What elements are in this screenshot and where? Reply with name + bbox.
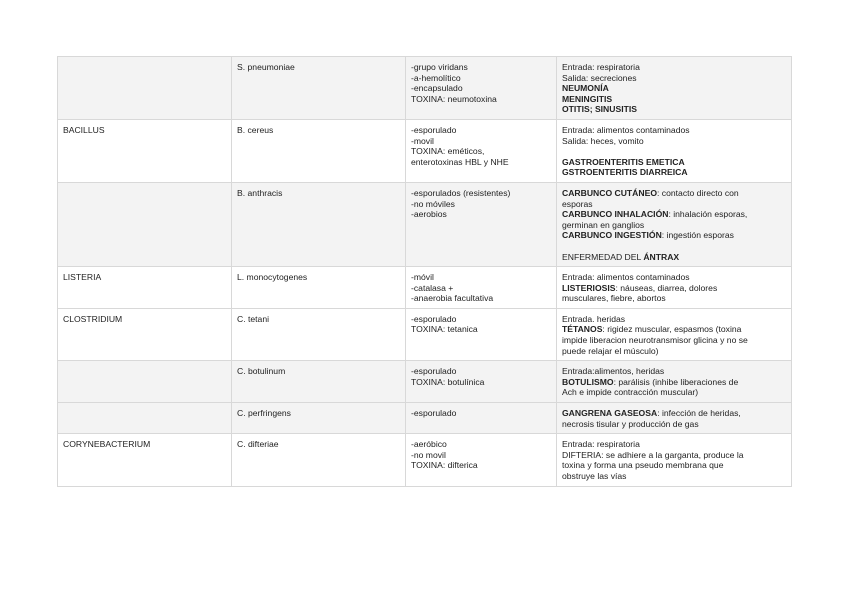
clinical-cell xyxy=(557,182,792,266)
clinical-line xyxy=(562,104,786,115)
disease-name: CARBUNCO INGESTIÓN xyxy=(562,230,662,241)
characteristic-line: -grupo viridans xyxy=(411,62,468,72)
clinical-line xyxy=(562,335,786,346)
clinical-line xyxy=(562,366,786,377)
clinical-text: : parálisis (inhibe liberaciones de xyxy=(613,376,739,387)
disease-name: MENINGITIS xyxy=(562,93,613,104)
disease-name: NEUMONÍA xyxy=(562,83,609,94)
table-row xyxy=(58,403,792,434)
table-row xyxy=(58,361,792,403)
genus-label: LISTERIA xyxy=(63,272,102,283)
characteristic-line: -catalasa + xyxy=(411,282,454,293)
disease-name: GSTROENTERITIS DIARREICA xyxy=(562,167,688,178)
clinical-line xyxy=(562,62,786,73)
characteristic-line: -movil xyxy=(411,135,434,146)
clinical-text: Entrada. heridas xyxy=(562,313,626,324)
clinical-line xyxy=(562,346,786,357)
bacteria-table xyxy=(57,56,792,487)
clinical-text: ENFERMEDAD DEL xyxy=(562,251,644,262)
clinical-line xyxy=(562,272,786,283)
clinical-line xyxy=(562,419,786,430)
clinical-line xyxy=(562,209,786,220)
clinical-line xyxy=(562,83,786,94)
table-row xyxy=(58,119,792,182)
disease-name: OTITIS; SINUSITIS xyxy=(562,104,637,115)
clinical-line xyxy=(562,460,786,471)
clinical-text: DIFTERIA: se adhiere a la garganta, produce la xyxy=(562,449,744,460)
clinical-text: Salida: heces, vomito xyxy=(562,135,644,146)
clinical-line xyxy=(562,450,786,461)
characteristics-cell xyxy=(406,267,557,309)
clinical-cell xyxy=(557,57,792,120)
clinical-line xyxy=(562,314,786,325)
species-label: C. difteriae xyxy=(237,439,279,450)
clinical-line xyxy=(562,73,786,84)
genus-cell xyxy=(58,308,232,360)
clinical-line xyxy=(562,241,786,252)
disease-name: GANGRENA GASEOSA xyxy=(562,408,658,419)
clinical-cell xyxy=(557,434,792,486)
clinical-text: toxina y forma una pseudo membrana que xyxy=(562,460,724,471)
characteristics-cell xyxy=(406,57,557,120)
clinical-text: : ingestión esporas xyxy=(661,230,734,241)
clinical-line xyxy=(562,471,786,482)
genus-label: BACILLUS xyxy=(63,124,105,135)
characteristic-line: -no movil xyxy=(411,449,446,460)
characteristic-line: -esporulados (resistentes) xyxy=(411,187,511,198)
clinical-line xyxy=(562,157,786,168)
characteristic-line: -aeróbico xyxy=(411,439,447,450)
characteristics-cell xyxy=(406,434,557,486)
clinical-cell xyxy=(557,403,792,434)
clinical-line xyxy=(562,136,786,147)
characteristic-line: TOXINA: difterica xyxy=(411,460,478,471)
clinical-cell xyxy=(557,361,792,403)
table-row xyxy=(58,308,792,360)
characteristic-line: -aerobios xyxy=(411,209,447,220)
clinical-text: necrosis tisular y producción de gas xyxy=(562,418,699,429)
table-row xyxy=(58,267,792,309)
characteristic-line: -móvil xyxy=(411,272,434,283)
genus-cell xyxy=(58,403,232,434)
disease-name: BOTULISMO xyxy=(562,376,614,387)
characteristics-cell xyxy=(406,308,557,360)
species-cell xyxy=(232,119,406,182)
characteristic-line: -esporulado xyxy=(411,124,457,135)
clinical-line xyxy=(562,324,786,335)
clinical-line xyxy=(562,146,786,157)
clinical-text: Entrada: alimentos contaminados xyxy=(562,124,690,135)
species-label: C. botulinum xyxy=(237,366,286,377)
clinical-text: esporas xyxy=(562,198,593,209)
species-cell xyxy=(232,57,406,120)
clinical-text: Salida: secreciones xyxy=(562,72,637,83)
species-cell xyxy=(232,267,406,309)
clinical-text: musculares, fiebre, abortos xyxy=(562,293,666,304)
clinical-text: Ach e impide contracción muscular) xyxy=(562,387,699,398)
characteristic-line: -esporulado xyxy=(411,408,457,419)
clinical-text: : náuseas, diarrea, dolores xyxy=(615,282,718,293)
characteristic-line: TOXINA: botulínica xyxy=(411,376,485,387)
genus-cell xyxy=(58,119,232,182)
characteristic-line: -anaerobia facultativa xyxy=(411,293,494,304)
disease-name: TÉTANOS xyxy=(562,324,603,335)
clinical-line xyxy=(562,167,786,178)
clinical-text: : rigidez muscular, espasmos (toxina xyxy=(602,324,742,335)
characteristic-line: enterotoxinas HBL y NHE xyxy=(411,156,509,167)
genus-cell xyxy=(58,57,232,120)
genus-cell xyxy=(58,267,232,309)
characteristics-cell xyxy=(406,182,557,266)
genus-cell xyxy=(58,182,232,266)
species-cell xyxy=(232,308,406,360)
table-row xyxy=(58,182,792,266)
characteristic-line: -no móviles xyxy=(411,198,455,209)
species-label: B. anthracis xyxy=(237,187,283,198)
clinical-line xyxy=(562,252,786,263)
clinical-line xyxy=(562,377,786,388)
clinical-text: puede relajar el músculo) xyxy=(562,345,659,356)
characteristic-line: -a-hemolítico xyxy=(411,72,461,83)
genus-cell xyxy=(58,361,232,403)
clinical-cell xyxy=(557,119,792,182)
characteristic-line: -encapsulado xyxy=(411,83,463,94)
characteristic-line: TOXINA: neumotoxina xyxy=(411,93,497,104)
clinical-text: Entrada: respiratoria xyxy=(562,62,640,72)
genus-cell xyxy=(58,434,232,486)
clinical-line xyxy=(562,199,786,210)
characteristics-cell xyxy=(406,119,557,182)
species-label: B. cereus xyxy=(237,124,274,135)
clinical-line xyxy=(562,94,786,105)
genus-label: CLOSTRIDIUM xyxy=(63,313,123,324)
characteristics-cell xyxy=(406,403,557,434)
characteristic-line: -esporulado xyxy=(411,366,457,377)
clinical-text: germinan en ganglios xyxy=(562,219,645,230)
species-cell xyxy=(232,182,406,266)
table-row xyxy=(58,434,792,486)
characteristic-line: -esporulado xyxy=(411,313,457,324)
species-label: L. monocytogenes xyxy=(237,272,308,283)
characteristic-line: TOXINA: tetanica xyxy=(411,324,478,335)
table-row xyxy=(58,57,792,120)
species-label: C. perfringens xyxy=(237,408,291,419)
clinical-line xyxy=(562,283,786,294)
clinical-text: : inhalación esporas, xyxy=(668,209,748,220)
disease-name: LISTERIOSIS xyxy=(562,282,616,293)
characteristics-cell xyxy=(406,361,557,403)
clinical-line xyxy=(562,293,786,304)
clinical-line xyxy=(562,387,786,398)
species-label: C. tetani xyxy=(237,313,270,324)
clinical-text: obstruye las vías xyxy=(562,471,627,481)
clinical-text: Entrada: alimentos contaminados xyxy=(562,272,690,283)
disease-name: GASTROENTERITIS EMETICA xyxy=(562,156,685,167)
disease-name: ÁNTRAX xyxy=(643,251,680,262)
clinical-line xyxy=(562,125,786,136)
species-cell xyxy=(232,403,406,434)
table-body xyxy=(58,57,792,487)
clinical-text: : infección de heridas, xyxy=(657,408,741,419)
disease-name: CARBUNCO CUTÁNEO xyxy=(562,187,658,198)
clinical-cell xyxy=(557,308,792,360)
clinical-text: impide liberacion neurotransmisor glicina y no se xyxy=(562,335,748,346)
clinical-line xyxy=(562,230,786,241)
clinical-cell xyxy=(557,267,792,309)
clinical-line xyxy=(562,408,786,419)
clinical-text: Entrada: respiratoria xyxy=(562,439,640,450)
clinical-text: Entrada:alimentos, heridas xyxy=(562,366,665,377)
disease-name: CARBUNCO INHALACIÓN xyxy=(562,209,669,220)
clinical-line xyxy=(562,220,786,231)
characteristic-line: TOXINA: eméticos, xyxy=(411,146,485,157)
genus-label: CORYNEBACTERIUM xyxy=(63,439,151,450)
clinical-line xyxy=(562,188,786,199)
species-cell xyxy=(232,361,406,403)
species-label: S. pneumoniae xyxy=(237,62,295,72)
clinical-line xyxy=(562,439,786,450)
species-cell xyxy=(232,434,406,486)
clinical-text: : contacto directo con xyxy=(657,187,739,198)
